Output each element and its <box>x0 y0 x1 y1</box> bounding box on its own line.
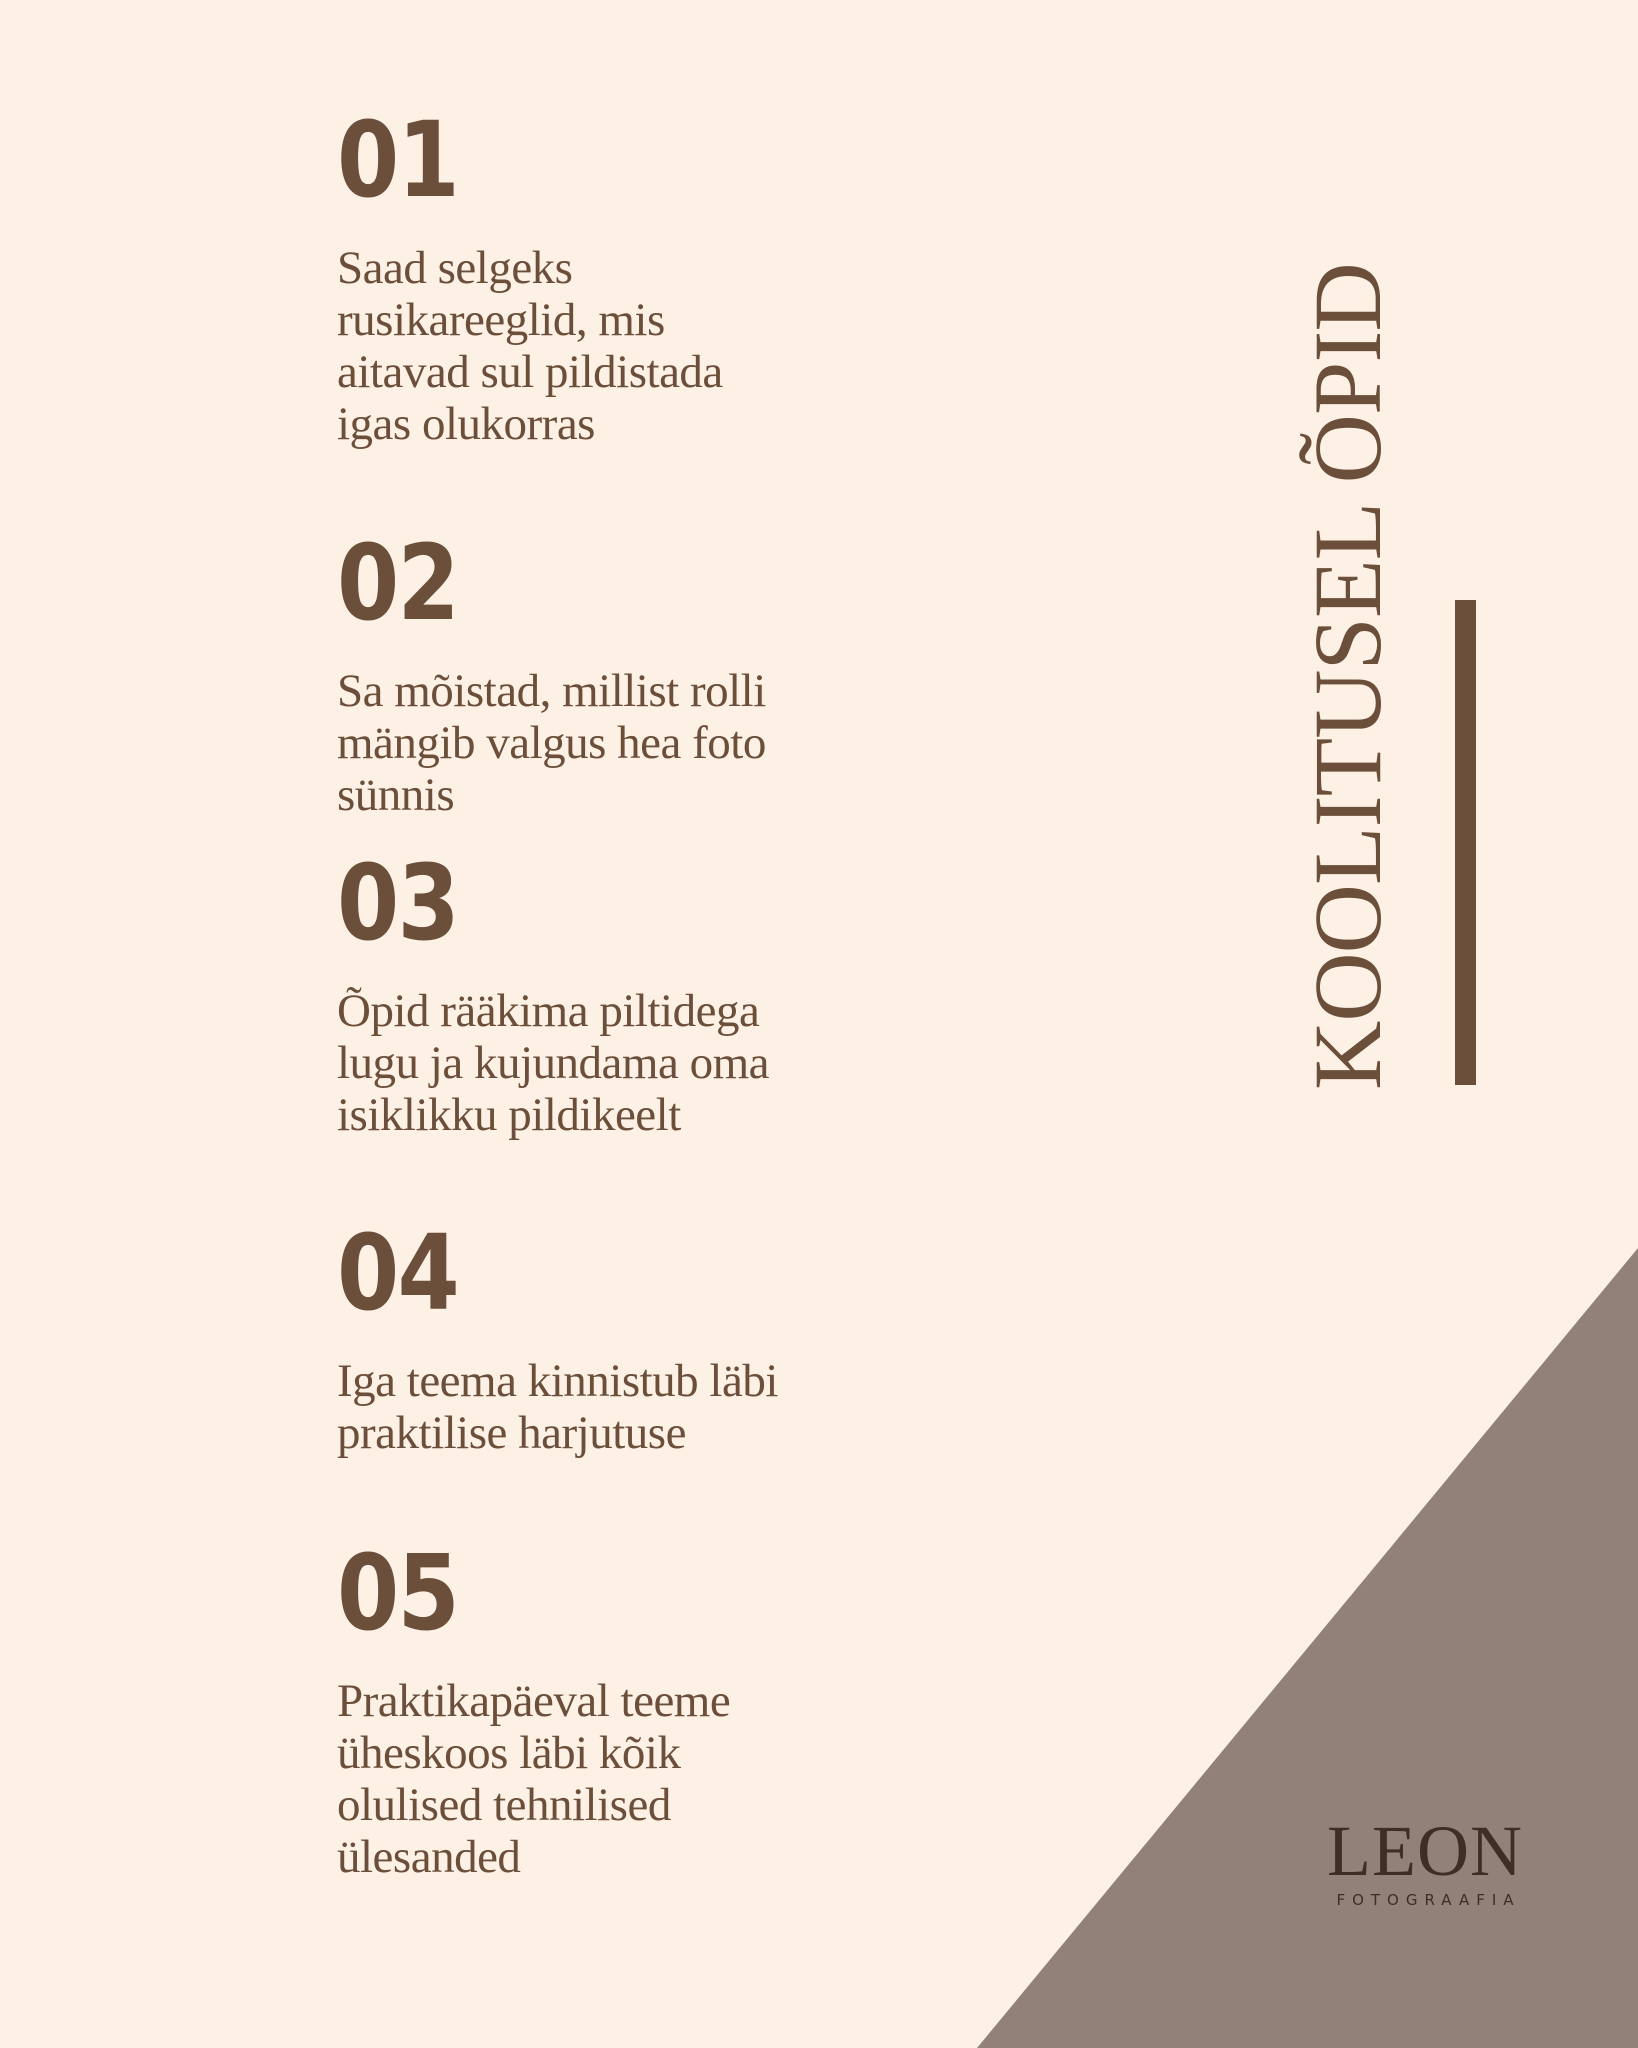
item-number: 03 <box>337 842 459 964</box>
item-text: Iga teema kinnistub läbi praktilise harjutuse <box>337 1355 778 1459</box>
item-text: Sa mõistad, millist rolli mängib valgus hea foto sünnis <box>337 665 766 821</box>
list-item-01 <box>337 99 897 450</box>
vertical-title: KOOLITUSEL ÕPID <box>1294 263 1401 1090</box>
brand-logo <box>1310 1811 1540 1909</box>
item-text: Saad selgeks rusikareeglid, mis aitavad sul pildistada igas olukorras <box>337 242 723 450</box>
logo-wordmark: LEON <box>1327 1811 1523 1891</box>
list-item-04 <box>337 1212 897 1459</box>
vertical-divider <box>1455 600 1476 1085</box>
list-item-05 <box>337 1532 897 1883</box>
item-text: Õpid rääkima piltidega lugu ja kujundama oma isiklikku pildikeelt <box>337 985 769 1141</box>
item-number: 02 <box>337 522 459 644</box>
logo-subtitle: FOTOGRAAFIA <box>1336 1891 1521 1909</box>
list-item-03 <box>337 842 897 1141</box>
item-number: 01 <box>337 99 459 221</box>
list-item-02 <box>337 522 897 821</box>
item-text: Praktikapäeval teeme üheskoos läbi kõik olulised tehnilised ülesanded <box>337 1675 731 1883</box>
item-number: 05 <box>337 1532 459 1654</box>
item-number: 04 <box>337 1212 459 1334</box>
